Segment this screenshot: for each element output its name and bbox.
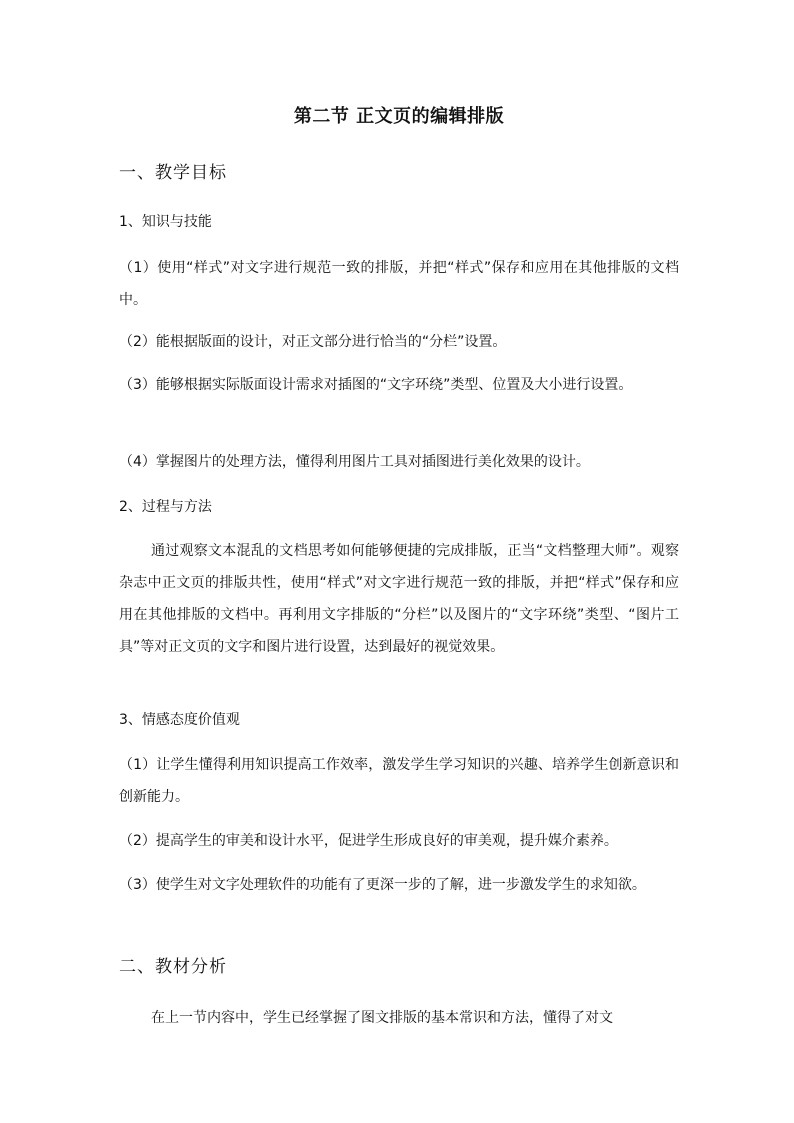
subheading-knowledge-skills: 1、知识与技能 [119, 214, 212, 230]
section-heading-teaching-goals: 一、教学目标 [119, 163, 227, 183]
paragraph-emotion-1: （1）让学生懂得利用知识提高工作效率，激发学生学习知识的兴趣、培养学生创新意识和创新能力。 [119, 757, 679, 805]
page-title: 第二节 正文页的编辑排版 [293, 106, 505, 127]
paragraph-emotion-2: （2）提高学生的审美和设计水平，促进学生形成良好的审美观，提升媒介素养。 [119, 833, 618, 849]
paragraph-skill-2: （2）能根据版面的设计，对正文部分进行恰当的“分栏”设置。 [119, 334, 507, 350]
paragraph-process: 通过观察文本混乱的文档思考如何能够便捷的完成排版，正当“文档整理大师”。观察杂志中正文页的排版共性，使用“样式”对文字进行规范一致的排版，并把“样式”保存和应用在其他排版的文档中。再利用文字排版的“分栏”以及图片的“文字环绕”类型、“图片工具”等对正文页的文字和图片进行设置，达到最好的视觉效果。 [119, 543, 679, 655]
paragraph-emotion-3: （3）使学生对文字处理软件的功能有了更深一步的了解，进一步激发学生的求知欲。 [119, 877, 646, 893]
section-heading-textbook-analysis: 二、教材分析 [119, 957, 227, 977]
subheading-process-methods: 2、过程与方法 [119, 499, 212, 515]
paragraph-textbook-analysis: 在上一节内容中，学生已经掌握了图文排版的基本常识和方法，懂得了对文 [151, 1010, 613, 1026]
paragraph-skill-1: （1）使用“样式”对文字进行规范一致的排版，并把“样式”保存和应用在其他排版的文档中。 [119, 260, 679, 308]
paragraph-skill-4: （4）掌握图片的处理方法，懂得利用图片工具对插图进行美化效果的设计。 [119, 454, 590, 470]
paragraph-skill-3: （3）能够根据实际版面设计需求对插图的“文字环绕”类型、位置及大小进行设置。 [119, 377, 633, 393]
subheading-emotion-values: 3、情感态度价值观 [119, 712, 240, 728]
